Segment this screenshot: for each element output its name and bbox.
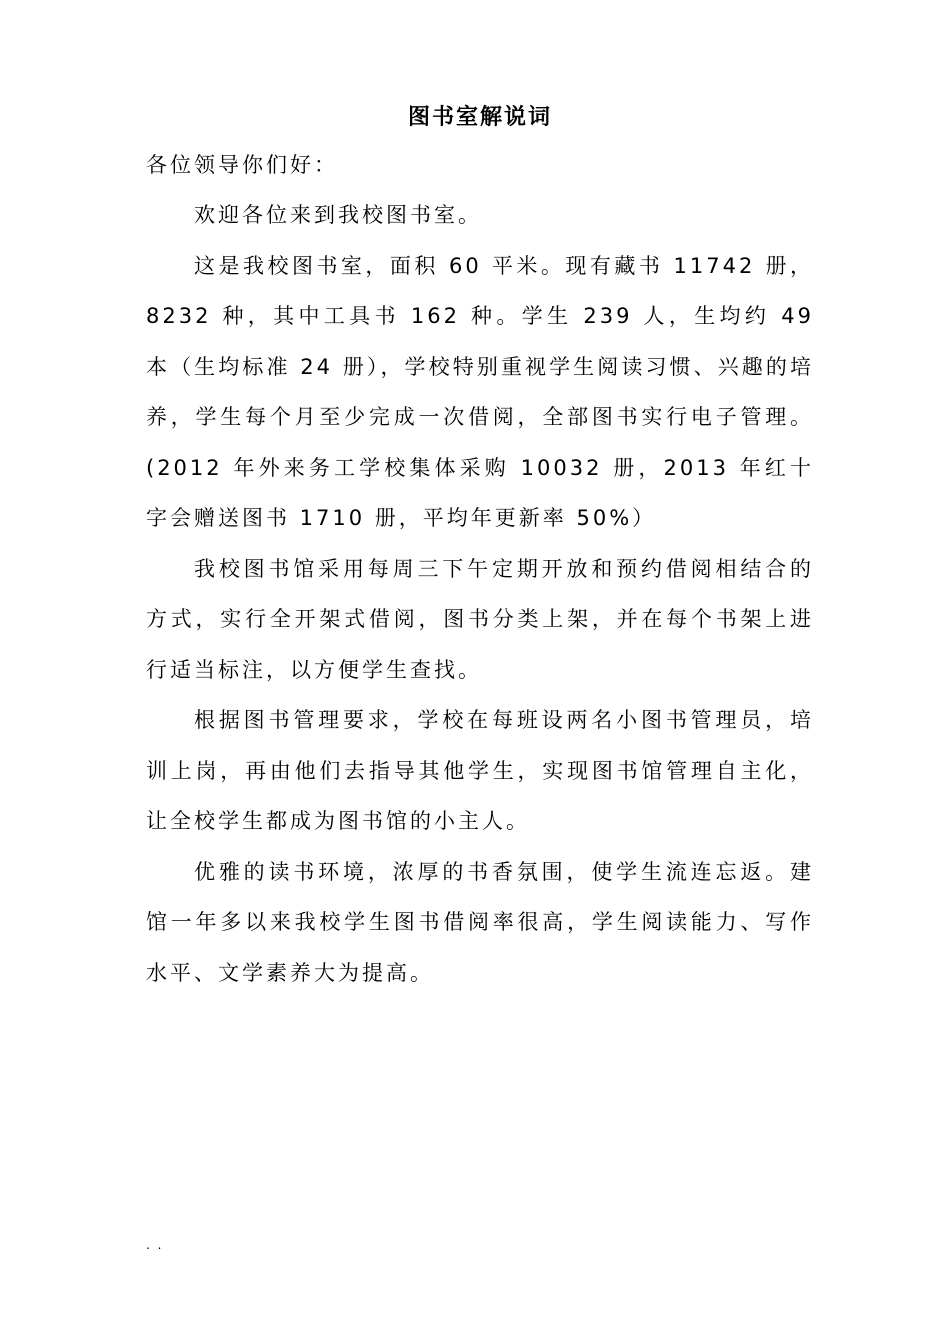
paragraph-welcome: 欢迎各位来到我校图书室。 (194, 203, 482, 227)
document-page (146, 100, 814, 998)
paragraph-student-librarians: 根据图书管理要求，学校在每班设两名小图书管理员，培训上岗，再由他们去指导其他学生，实现图书馆管理自主化，让全校学生都成为图书馆的小主人。 (146, 708, 814, 833)
paragraph-reading-environment: 优雅的读书环境，浓厚的书香氛围，使学生流连忘返。建馆一年多以来我校学生图书借阅率很高，学生阅读能力、写作水平、文学素养大为提高。 (146, 859, 814, 985)
footer-mark: . . (146, 1238, 164, 1252)
document-title: 图书室解说词 (407, 105, 552, 130)
paragraph-collection-stats: 这是我校图书室，面积 60 平米。现有藏书 11742 册，8232 种，其中工具书 162 种。学生 239 人，生均约 49 本（生均标准 24 册），学校特别重视学生阅读习惯、兴趣的培养，学生每个月至少完成一次借阅，全部图书实行电子管理。(2012 年外来务工学校集体采购 10032 册，2013 年红十字会赠送图书 1710 册，平均年更新率 50%） (146, 253, 814, 530)
paragraph-opening-schedule: 我校图书馆采用每周三下午定期开放和预约借阅相结合的方式，实行全开架式借阅，图书分类上架，并在每个书架上进行适当标注，以方便学生查找。 (146, 556, 814, 682)
greeting-line: 各位领导你们好： (146, 153, 338, 177)
